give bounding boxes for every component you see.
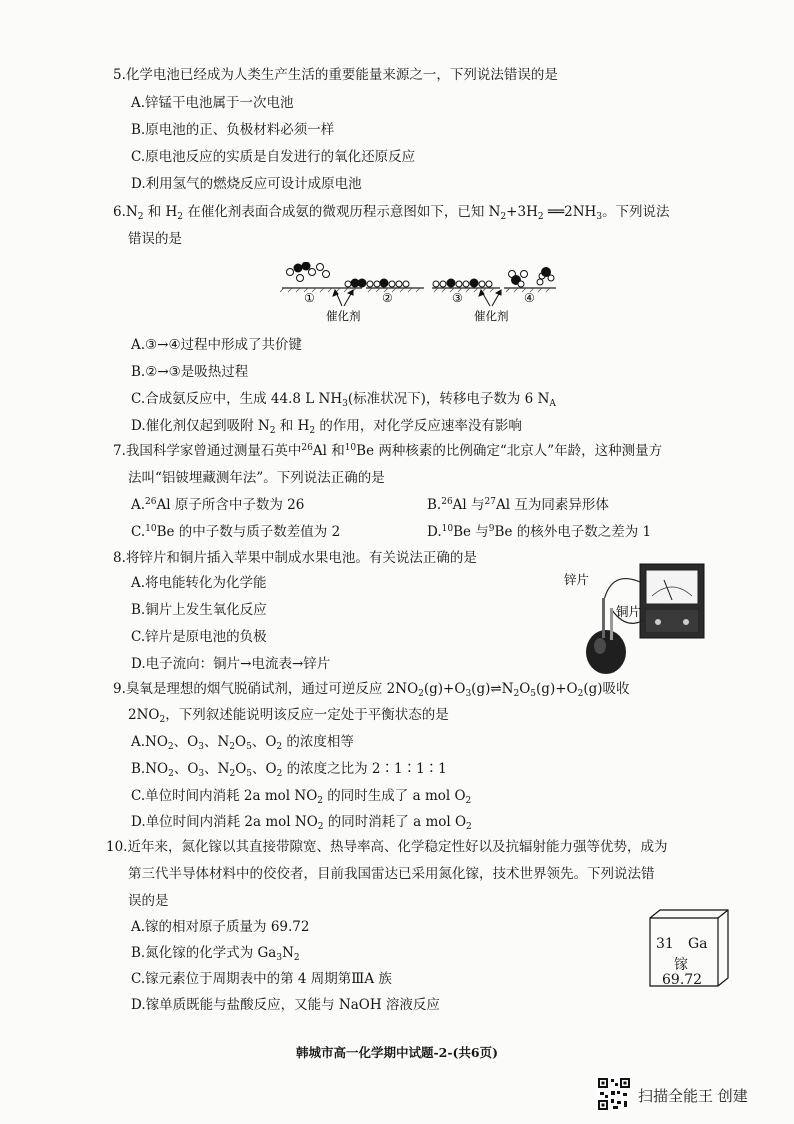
- q10-option-d: D.镓单质既能与盐酸反应，又能与 NaOH 溶液反应: [131, 997, 440, 1013]
- q5-option-a: A.锌锰干电池属于一次电池: [131, 95, 294, 111]
- q10-option-b: B.氮化镓的化学式为 $Ga_3N_2$: [131, 945, 300, 963]
- q6-option-a: A.③→④过程中形成了共价键: [131, 337, 303, 353]
- q9-option-b: $B.NO_2$、$O_3$、$N_2O_5$、$O_2$ 的浓度之比为 2∶1∶1∶1: [131, 761, 447, 779]
- q5-option-b: B.原电池的正、负极材料必须一样: [131, 122, 335, 138]
- q9-option-c: C.单位时间内消耗 2a mol $NO_2$ 的同时生成了 a mol $O_2$: [131, 788, 472, 806]
- q6-catalyst-label-1: 催化剂: [326, 309, 361, 323]
- q6-stem-line2: 错误的是: [128, 231, 182, 247]
- q6-step-3: ③: [452, 291, 463, 305]
- gallium-element-card: [648, 908, 730, 988]
- q9-option-a: $A.NO_2$、$O_3$、$N_2O_5$、$O_2$ 的浓度相等: [131, 734, 354, 752]
- q10-option-c: C.镓元素位于周期表中的第 4 周期第ⅢA 族: [131, 971, 392, 987]
- q8-option-a: A.将电能转化为化学能: [131, 575, 267, 591]
- q8-option-b: B.铜片上发生氧化反应: [131, 602, 267, 618]
- q9-stem: 9.臭氧是理想的烟气脱硝试剂，通过可逆反应 $2NO_2(g)+O_3(g)\rightleftharpoons N_2O_5(g)+O_2(g)$吸收: [113, 681, 630, 699]
- qr-code-icon: [597, 1077, 631, 1111]
- q10-stem: 10.近年来，氮化镓以其直接带隙宽、热导率高、化学稳定性好以及抗辐射能力强等优势，成为: [106, 839, 668, 855]
- element-atomic-number: 31: [656, 936, 674, 952]
- q9-stem-line2: $2NO_2$，下列叙述能说明该反应一定处于平衡状态的是: [128, 707, 449, 725]
- q10-stem-line2: 第三代半导体材料中的佼佼者，目前我国雷达已采用氮化镓，技术世界领先。下列说法错: [128, 866, 655, 882]
- element-symbol: Ga: [688, 936, 708, 952]
- q6-catalyst-diagram: [280, 262, 560, 324]
- q7-stem-line2: 法叫“铝铍埋藏测年法”。下列说法正确的是: [128, 470, 385, 486]
- q10-option-a: A.镓的相对原子质量为 69.72: [131, 919, 310, 935]
- q7-option-d: D.$^{10}$Be 与$^9$Be 的核外电子数之差为 1: [427, 524, 652, 540]
- copper-label: 铜片: [616, 604, 642, 619]
- q6-option-c: C.合成氨反应中，生成 44.8 L $NH_3$(标准状况下)，转移电子数为 6 $N_A$: [131, 391, 556, 409]
- q8-stem: 8.将锌片和铜片插入苹果中制成水果电池。有关说法正确的是: [113, 550, 477, 566]
- watermark-text: 扫描全能王 创建: [638, 1087, 748, 1105]
- page-footer: 韩城市高一化学期中试题-2-(共6页): [295, 1045, 499, 1060]
- q5-option-d: D.利用氢气的燃烧反应可设计成原电池: [131, 176, 362, 192]
- q8-option-c: C.锌片是原电池的负极: [131, 629, 267, 645]
- q9-option-d: D.单位时间内消耗 2a mol $NO_2$ 的同时消耗了 a mol $O_2$: [131, 814, 472, 832]
- q8-option-d: D.电子流向：铜片→电流表→锌片: [131, 656, 331, 672]
- q7-stem: 7.我国科学家曾通过测量石英中$^{26}$Al 和$^{10}$Be 两种核素的比例确定“北京人”年龄，这种测量方: [113, 443, 663, 459]
- q6-step-4: ④: [524, 291, 535, 305]
- q6-stem: $6.N_2$ 和 $H_2$ 在催化剂表面合成氨的微观历程示意图如下，已知 $N_2+3H_2$ $══2NH_3$。下列说法: [113, 204, 670, 222]
- q6-step-2: ②: [382, 291, 393, 305]
- element-atomic-mass: 69.72: [662, 972, 703, 988]
- q5-stem: 5.化学电池已经成为人类生产生活的重要能量来源之一，下列说法错误的是: [113, 67, 558, 83]
- q6-step-1: ①: [304, 291, 315, 305]
- q10-stem-line3: 误的是: [128, 893, 169, 909]
- element-name: 镓: [674, 957, 688, 973]
- q6-option-d: D.催化剂仅起到吸附 $N_2$ 和 $H_2$ 的作用，对化学反应速率没有影响: [131, 418, 522, 436]
- q7-option-b: B.$^{26}$Al 与$^{27}$Al 互为同素异形体: [427, 497, 609, 513]
- q7-option-a: A.$^{26}$Al 原子所含中子数为 26: [131, 497, 305, 513]
- q5-option-c: C.原电池反应的实质是自发进行的氧化还原反应: [131, 149, 416, 165]
- q7-option-c: C.$^{10}$Be 的中子数与质子数差值为 2: [131, 524, 341, 540]
- q6-catalyst-label-2: 催化剂: [474, 309, 509, 323]
- q8-fruit-battery-figure: [560, 560, 720, 680]
- zinc-label: 锌片: [564, 572, 590, 587]
- q6-option-b: B.②→③是吸热过程: [131, 364, 249, 380]
